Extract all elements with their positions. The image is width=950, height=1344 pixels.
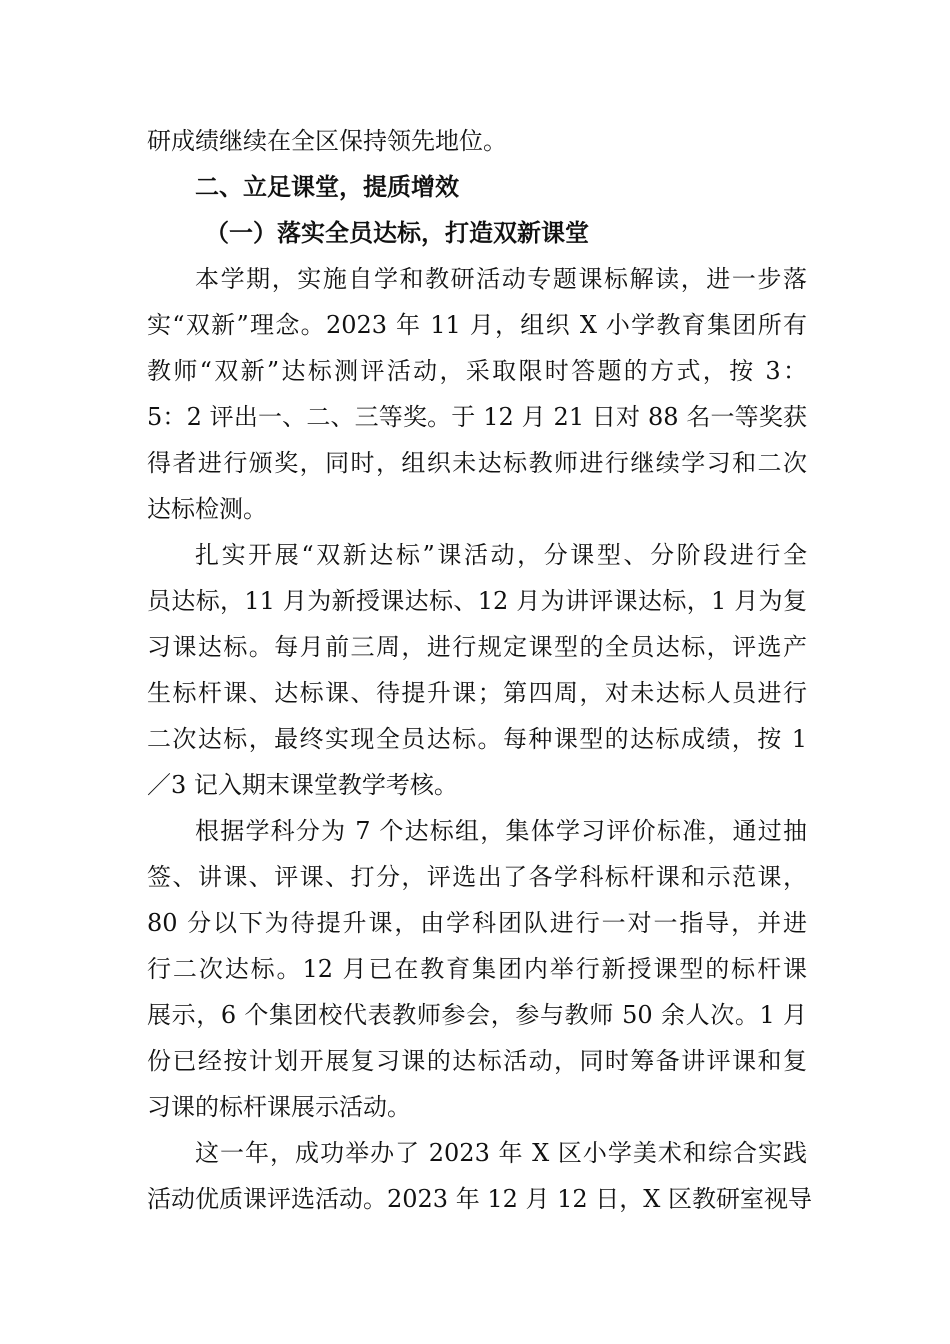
paragraph-line: 80 分以下为待提升课，由学科团队进行一对一指导，并进	[147, 909, 807, 937]
paragraph-line: 根据学科分为 7 个达标组，集体学习评价标准，通过抽	[195, 817, 807, 845]
paragraph-line: 行二次达标。12 月已在教育集团内举行新授课型的标杆课	[147, 955, 807, 983]
paragraph-line: 得者进行颁奖，同时，组织未达标教师进行继续学习和二次	[147, 449, 807, 477]
paragraph-line: 习课的标杆课展示活动。	[147, 1093, 411, 1121]
paragraph-line: 生标杆课、达标课、待提升课；第四周，对未达标人员进行	[147, 679, 807, 707]
paragraph-line: 二次达标，最终实现全员达标。每种课型的达标成绩，按 1	[147, 725, 807, 753]
paragraph-line: 实“双新”理念。2023 年 11 月，组织 X 小学教育集团所有	[147, 311, 807, 339]
paragraph-line: 这一年，成功举办了 2023 年 X 区小学美术和综合实践	[195, 1139, 807, 1167]
paragraph-line: ／3 记入期末课堂教学考核。	[147, 771, 458, 799]
paragraph-line: 员达标，11 月为新授课达标、12 月为讲评课达标，1 月为复	[147, 587, 807, 615]
paragraph-line: 份已经按计划开展复习课的达标活动，同时筹备讲评课和复	[147, 1047, 807, 1075]
paragraph-line: 签、讲课、评课、打分，评选出了各学科标杆课和示范课，	[147, 863, 807, 891]
paragraph-line: 教师“双新”达标测评活动，采取限时答题的方式，按 3：	[147, 357, 807, 385]
paragraph-line: 本学期，实施自学和教研活动专题课标解读，进一步落	[195, 265, 807, 293]
subsection-heading: （一）落实全员达标，打造双新课堂	[205, 218, 589, 247]
paragraph-line: 习课达标。每月前三周，进行规定课型的全员达标，评选产	[147, 633, 807, 661]
section-heading: 二、立足课堂，提质增效	[195, 173, 459, 201]
paragraph-line: 研成绩继续在全区保持领先地位。	[147, 127, 507, 155]
paragraph-line: 达标检测。	[147, 495, 267, 523]
paragraph-line: 活动优质课评选活动。2023 年 12 月 12 日，X 区教研室视导	[147, 1185, 813, 1213]
document-body	[147, 118, 813, 1222]
paragraph-line: 扎实开展“双新达标”课活动，分课型、分阶段进行全	[195, 541, 807, 569]
paragraph-line: 5：2 评出一、二、三等奖。于 12 月 21 日对 88 名一等奖获	[147, 403, 807, 431]
paragraph-line: 展示，6 个集团校代表教师参会，参与教师 50 余人次。1 月	[147, 1001, 807, 1029]
